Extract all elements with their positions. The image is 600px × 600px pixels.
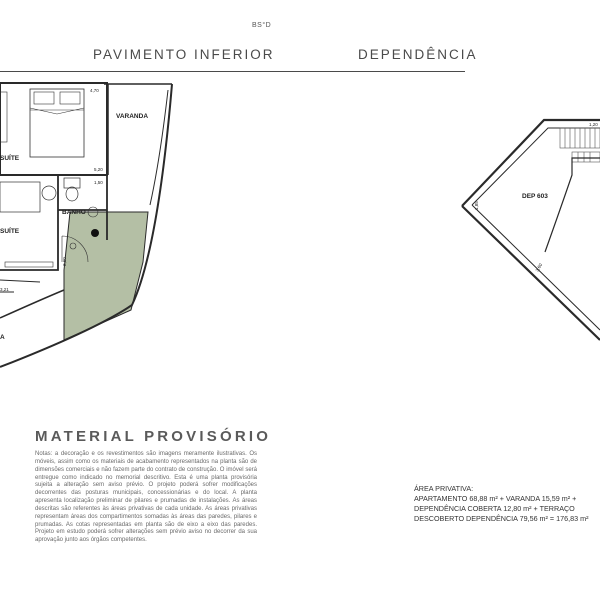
dim-d1: 4,70	[90, 88, 99, 93]
dep-partition	[545, 158, 600, 252]
material-notes: Notas: a decoração e os revestimentos são imagens meramente ilustrativas. Os móveis, assim como os materiais de acabamento representados na planta são de dimensões comerciais e não fazem parte do contrato de construção. O imóvel será entregue como indicado no memorial descritivo. Esta é uma planta provisória sujeita a alteração sem aviso prévio. O projeto poderá sofrer modificações decorrentes das posturas municipais, concessionárias e do local. A planta apresenta localização preliminar de pilares e prumadas de instalações. As áreas descritas são referentes às áreas privativas de cada unidade. As áreas privativas representam áreas dos compartimentos somadas às áreas das paredes, pilares e prumadas. As cotas representadas em planta são de eixo a eixo das paredes. Projeto em estudo poderá sofrer alterações sem prévio aviso no decorrer da sua aprovação junto aos órgãos competentes.	[35, 451, 257, 544]
dim-d4: 2,60	[62, 257, 67, 266]
wardrobe-upper	[0, 92, 7, 142]
label-dep: DEP 603	[522, 193, 548, 200]
label-varanda: VARANDA	[116, 113, 149, 120]
area-line-1: ÁREA PRIVATIVA:	[414, 484, 474, 493]
mid-wall-curve	[0, 290, 64, 318]
dim-d8: 3,60	[534, 262, 544, 273]
project-code: BS°D	[252, 22, 272, 29]
bed-upper-fold	[30, 108, 84, 114]
label-suite-upper: SUÍTE	[0, 155, 20, 162]
toilet-bowl	[66, 187, 78, 201]
dim-d5: 1,20	[589, 122, 598, 127]
dim-d7: 1,85	[474, 201, 479, 210]
label-sala-partial: A	[0, 334, 5, 341]
heading-dependencia: DEPENDÊNCIA	[358, 47, 478, 62]
plan-pavimento-inferior	[0, 83, 172, 367]
varanda-wall	[104, 84, 172, 175]
heading-pavimento-inferior: PAVIMENTO INFERIOR	[93, 47, 275, 62]
label-suite-lower: SUÍTE	[0, 228, 20, 235]
bed-upper	[30, 89, 84, 157]
area-line-3: DEPENDÊNCIA COBERTA 12,80 m² + TERRAÇO	[414, 504, 575, 513]
wardrobe-lower	[5, 262, 53, 267]
area-line-2: APARTAMENTO 68,88 m² + VARANDA 15,59 m² +	[414, 494, 577, 503]
label-banho: BANHO	[62, 209, 86, 216]
column	[91, 229, 99, 237]
area-privativa-block	[414, 484, 589, 524]
dim-d6: 3,21	[0, 287, 9, 292]
pillow-1	[34, 92, 54, 104]
toilet-tank	[64, 178, 80, 188]
desk-lower	[0, 182, 40, 212]
dim-d2: 5,20	[94, 167, 103, 172]
plan-dependencia	[462, 120, 600, 340]
area-line-4: DESCOBERTO DEPENDÊNCIA 79,56 m² = 176,83 m²	[414, 514, 589, 523]
pillow-2	[60, 92, 80, 104]
dep-stair	[560, 128, 600, 162]
dep-outer-wall	[462, 120, 600, 340]
material-title: MATERIAL PROVISÓRIO	[35, 428, 272, 445]
washbasin	[42, 186, 56, 200]
dim-d3: 1,50	[94, 180, 103, 185]
